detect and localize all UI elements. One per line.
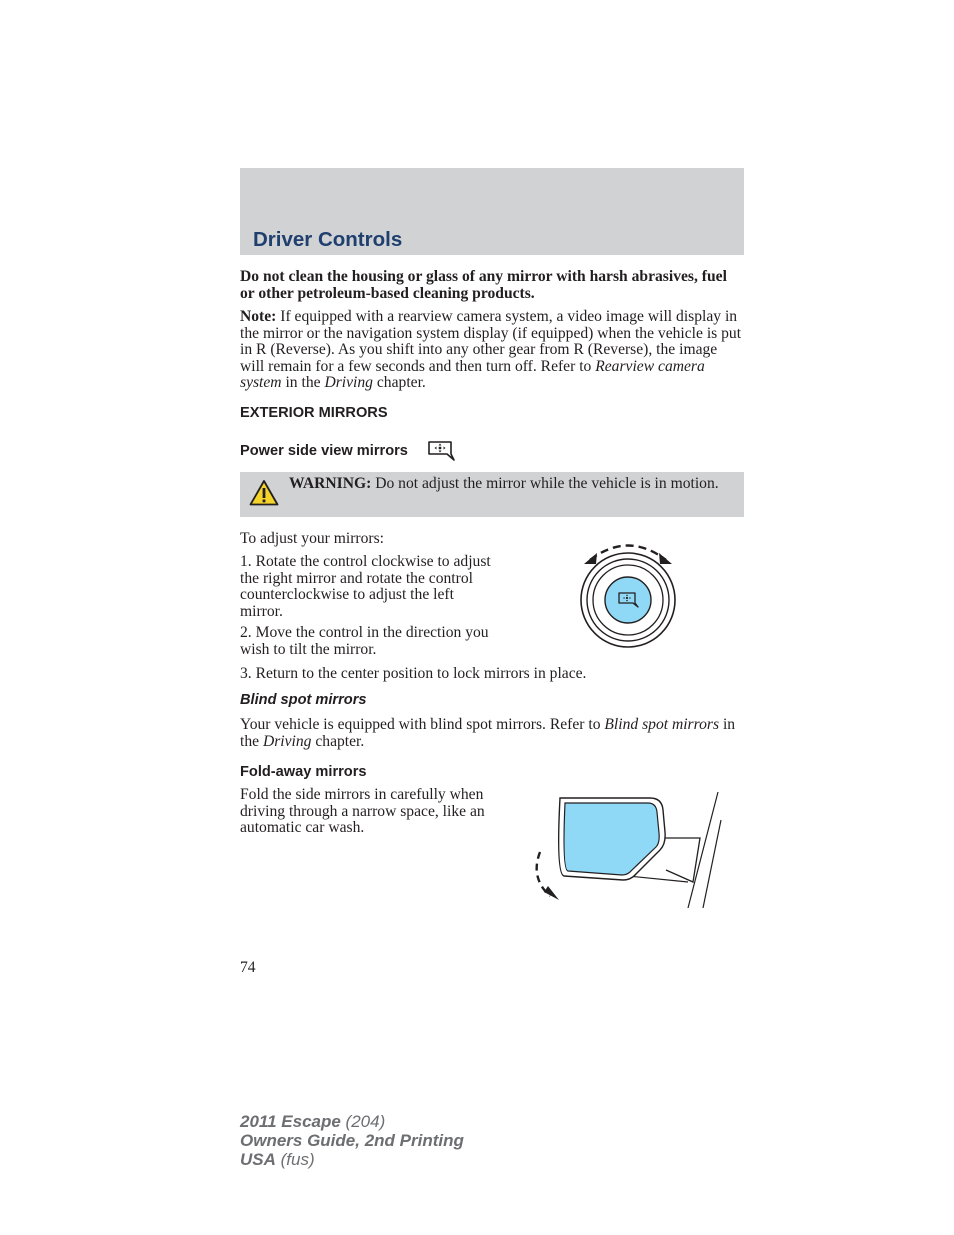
blind-text-2: in the xyxy=(240,716,736,750)
adjust-step-1: 1. Rotate the control clockwise to adjust the right mirror and rotate the control counterclockwise to adjust the left mirror. xyxy=(240,553,491,620)
note-text-3: chapter. xyxy=(372,374,426,392)
footer-line-3 xyxy=(240,1150,464,1169)
subheading-fold-away-mirrors: Fold-away mirrors xyxy=(240,764,367,780)
adjust-intro: To adjust your mirrors: xyxy=(240,530,384,547)
section-heading-exterior-mirrors: EXTERIOR MIRRORS xyxy=(240,405,388,421)
power-mirror-icon xyxy=(427,440,455,462)
warning-label: WARNING: xyxy=(289,475,372,492)
footer-model: 2011 Escape xyxy=(240,1112,341,1131)
blind-text-1: Your vehicle is equipped with blind spot mirrors. Refer to xyxy=(240,716,605,733)
note-text-2: in the xyxy=(281,374,325,392)
warning-body: Do not adjust the mirror while the vehicle is in motion. xyxy=(371,475,719,492)
note-text-1: If equipped with a rearview camera system, a video image will display in the mirror or the navigation system display (if equipped) when the vehicle is put in R (Reverse). As you shift into any other gear from R (Reverse), the image will remain for a few seconds and then turn off. Refer to xyxy=(240,308,742,375)
subheading-power-side-view-mirrors: Power side view mirrors xyxy=(240,443,408,459)
mirror-control-illustration xyxy=(572,533,684,651)
warning-text xyxy=(289,476,729,493)
note-paragraph xyxy=(240,309,745,392)
footer-line-2: Owners Guide, 2nd Printing xyxy=(240,1131,464,1150)
footer-market-code: (fus) xyxy=(275,1150,315,1169)
footer-model-code: (204) xyxy=(340,1112,386,1131)
fold-away-paragraph: Fold the side mirrors in carefully when driving through a narrow space, like an automatic car wash. xyxy=(240,786,485,837)
page-title: Driver Controls xyxy=(253,228,403,251)
fold-away-mirror-illustration xyxy=(528,790,722,908)
blind-text-3: chapter. xyxy=(311,732,365,750)
footer-line-1 xyxy=(240,1112,464,1131)
caution-paragraph: Do not clean the housing or glass of any mirror with harsh abrasives, fuel or other petroleum-based cleaning products. xyxy=(240,268,727,302)
page-number: 74 xyxy=(240,959,256,976)
blind-ref-driving: Driving xyxy=(262,732,312,750)
footer-market: USA xyxy=(240,1150,276,1169)
blind-ref-blind-spot: Blind spot mirrors xyxy=(604,716,720,733)
note-label: Note: xyxy=(240,308,277,325)
blind-spot-paragraph xyxy=(240,717,745,750)
note-ref-rearview: Rearview camera system xyxy=(240,357,705,392)
adjust-step-3: 3. Return to the center position to lock mirrors in place. xyxy=(240,665,587,682)
footer xyxy=(240,1112,464,1169)
adjust-step-2: 2. Move the control in the direction you wish to tilt the mirror. xyxy=(240,624,489,658)
note-ref-driving: Driving xyxy=(324,374,373,392)
warning-triangle-icon xyxy=(249,479,279,506)
subheading-blind-spot-mirrors: Blind spot mirrors xyxy=(240,692,367,708)
